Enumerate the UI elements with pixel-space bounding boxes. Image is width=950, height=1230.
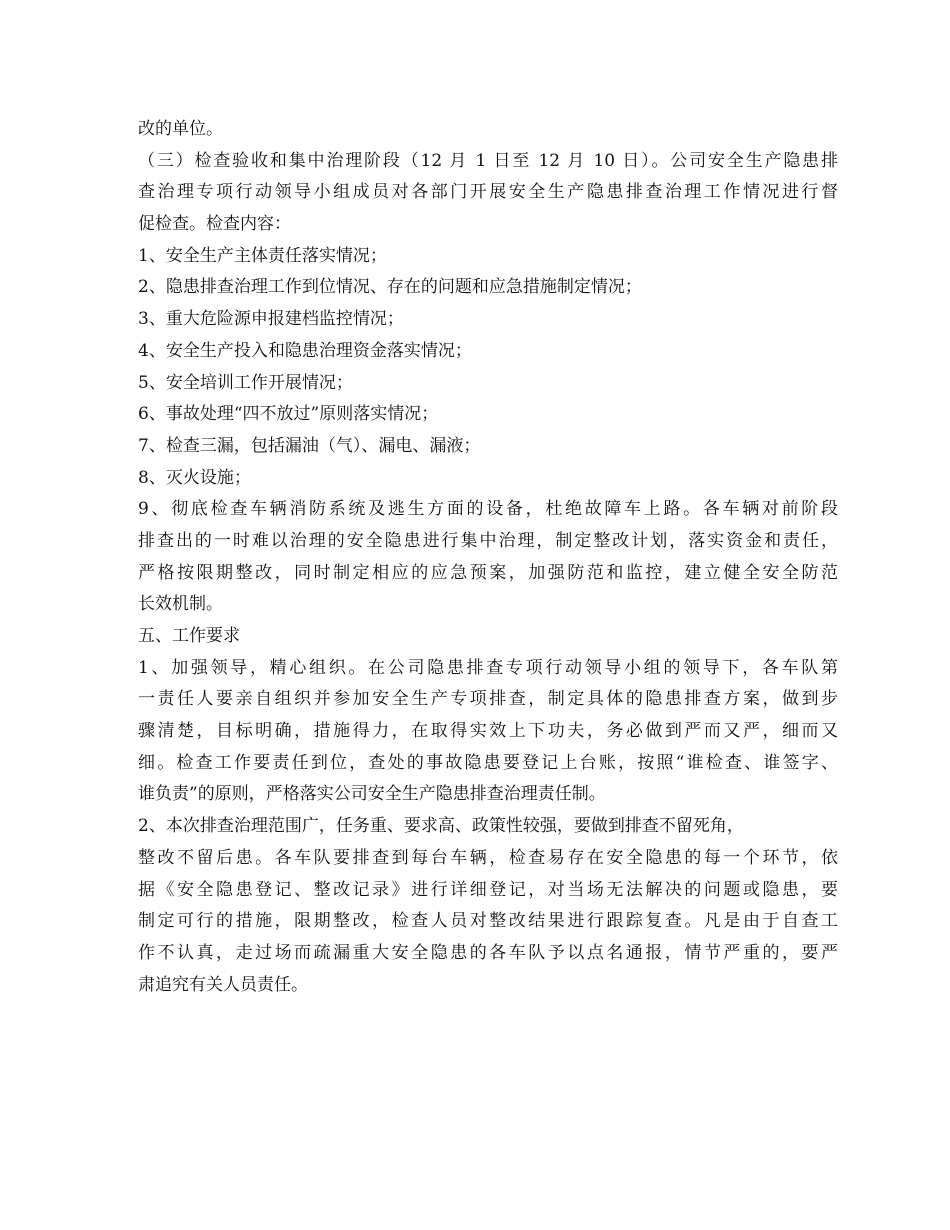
text-line: 6、事故处理“四不放过”原则落实情况； xyxy=(138,404,439,425)
text-line: 严格按限期整改，同时制定相应的应急预案，加强防范和监控，建立健全安全防范 xyxy=(138,562,838,583)
text-line: 1、安全生产主体责任落实情况； xyxy=(138,245,387,266)
text-line: 骤清楚，目标明确，措施得力，在取得实效上下功夫，务必做到严而又严，细而又 xyxy=(138,721,838,742)
text-line: 据《安全隐患登记、整改记录》进行详细登记，对当场无法解决的问题或隐患，要 xyxy=(138,879,838,900)
text-line: 制定可行的措施，限期整改，检查人员对整改结果进行跟踪复查。凡是由于自查工 xyxy=(138,911,838,932)
text-line: 2、本次排查治理范围广，任务重、要求高、政策性较强，要做到排查不留死角， xyxy=(138,816,744,837)
text-line: 肃追究有关人员责任。 xyxy=(138,974,308,995)
text-line: 1、加强领导，精心组织。在公司隐患排查专项行动领导小组的领导下，各车队第 xyxy=(138,657,838,678)
text-line: 2、隐患排查治理工作到位情况、存在的问题和应急措施制定情况； xyxy=(138,277,642,298)
text-line: 细。检查工作要责任到位，查处的事故隐患要登记上台账，按照“谁检查、谁签字、 xyxy=(138,752,838,773)
text-line: 3、重大危险源申报建档监控情况； xyxy=(138,309,404,330)
text-line: 促检查。检查内容： xyxy=(138,214,291,235)
text-line: 作不认真，走过场而疏漏重大安全隐患的各车队予以点名通报，情节严重的，要严 xyxy=(138,942,838,963)
text-line: 谁负责”的原则，严格落实公司安全生产隐患排查治理责任制。 xyxy=(138,784,606,805)
text-line: 查治理专项行动领导小组成员对各部门开展安全生产隐患排查治理工作情况进行督 xyxy=(138,182,838,203)
text-line: 长效机制。 xyxy=(138,594,223,615)
text-line: 8、灭火设施； xyxy=(138,467,251,488)
text-line: 整改不留后患。各车队要排查到每台车辆，检查易存在安全隐患的每一个环节，依 xyxy=(138,847,838,868)
text-line: 5、安全培训工作开展情况； xyxy=(138,372,353,393)
text-line: 7、检查三漏，包括漏油（气）、漏电、漏液； xyxy=(138,435,481,456)
text-line: 改的单位。 xyxy=(138,119,223,139)
text-line: 排查出的一时难以治理的安全隐患进行集中治理，制定整改计划，落实资金和责任， xyxy=(138,530,838,551)
text-line: 9、彻底检查车辆消防系统及逃生方面的设备，杜绝故障车上路。各车辆对前阶段 xyxy=(138,499,838,520)
text-line: 一责任人要亲自组织并参加安全生产专项排查，制定具体的隐患排查方案，做到步 xyxy=(138,689,838,710)
text-line: 五、工作要求 xyxy=(138,626,240,646)
text-line: （三）检查验收和集中治理阶段（12 月 1 日至 12 月 10 日）。公司安全生产隐患排 xyxy=(138,150,838,171)
document-body xyxy=(138,114,838,1001)
text-line: 4、安全生产投入和隐患治理资金落实情况； xyxy=(138,340,472,361)
